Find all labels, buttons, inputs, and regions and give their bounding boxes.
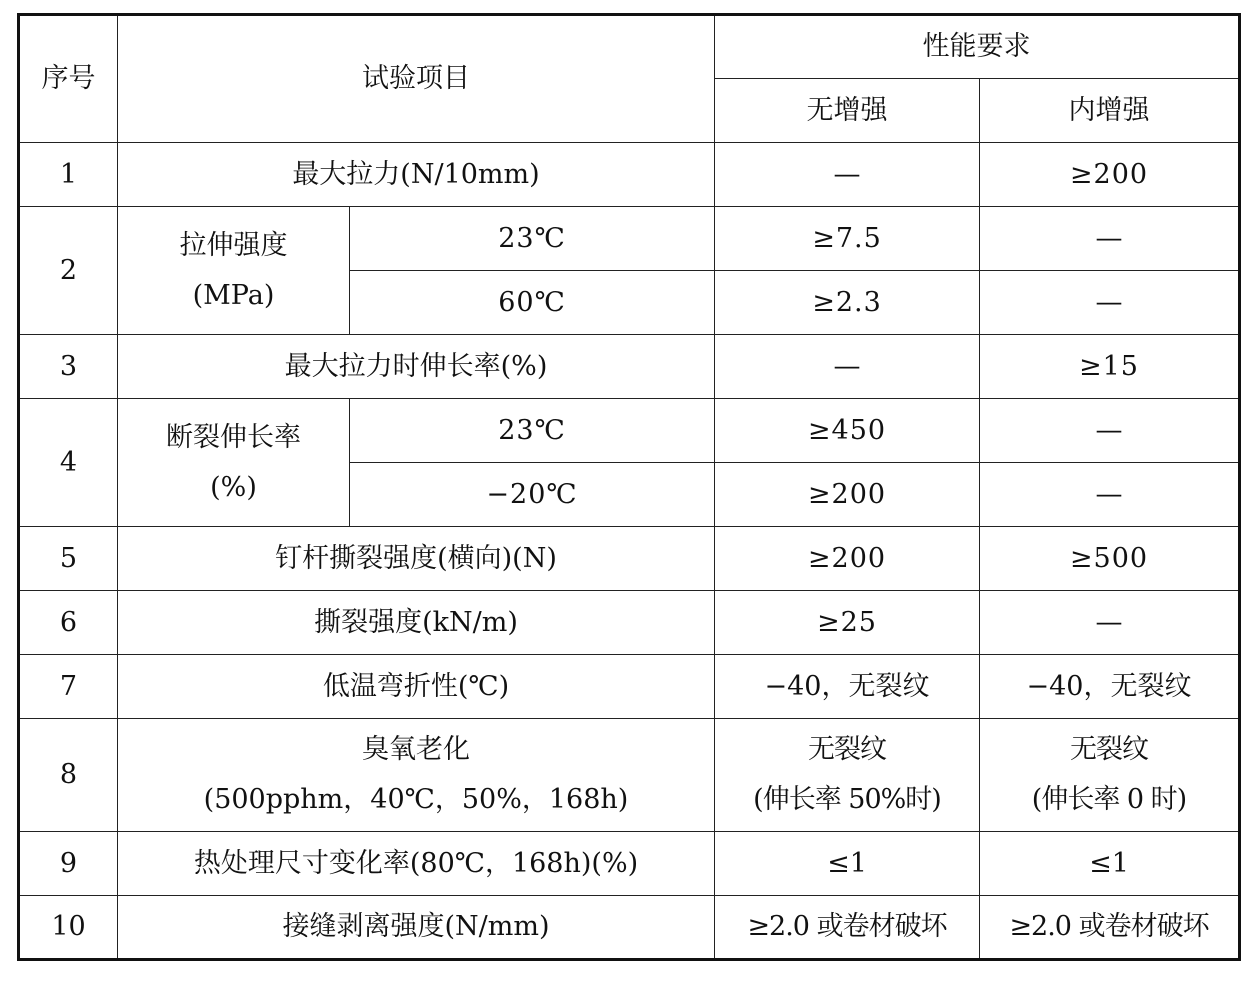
table-wrapper xyxy=(17,13,1241,961)
row-item xyxy=(118,399,350,527)
row-item xyxy=(118,207,350,335)
row-no: 3 xyxy=(19,335,118,399)
row-a: ≥200 xyxy=(715,527,980,591)
header-perf: 性能要求 xyxy=(715,15,1240,79)
row-b xyxy=(980,719,1240,832)
row-b: ≥2.0 或卷材破坏 xyxy=(980,896,1240,960)
row-no: 4 xyxy=(19,399,118,527)
row-item xyxy=(118,719,715,832)
row-item: 最大拉力(N/10mm) xyxy=(118,143,715,207)
row-no: 1 xyxy=(19,143,118,207)
row-item-line2: (500pphm，40℃，50%，168h) xyxy=(203,784,629,815)
row-item: 撕裂强度(kN/m) xyxy=(118,591,715,655)
row-no: 2 xyxy=(19,207,118,335)
row-b-line1: 无裂纹 xyxy=(1070,734,1148,765)
row-a-line2: (伸长率 50%时) xyxy=(753,784,941,815)
row-b: — xyxy=(980,207,1240,271)
row-item-line1: 臭氧老化 xyxy=(362,734,470,765)
row-item-line2: (%) xyxy=(210,471,257,503)
table-row xyxy=(19,527,1240,591)
row-no: 9 xyxy=(19,832,118,896)
row-b: — xyxy=(980,271,1240,335)
row-cond: 23℃ xyxy=(350,399,715,463)
row-a: ≤1 xyxy=(715,832,980,896)
table-row xyxy=(19,143,1240,207)
row-a: ≥200 xyxy=(715,463,980,527)
row-no: 8 xyxy=(19,719,118,832)
row-a: — xyxy=(715,143,980,207)
row-item-line2: (MPa) xyxy=(192,279,275,311)
header-col-b: 内增强 xyxy=(980,79,1240,143)
row-no: 6 xyxy=(19,591,118,655)
table-row xyxy=(19,207,1240,271)
row-item-line1: 拉伸强度 xyxy=(179,229,288,261)
row-item: 最大拉力时伸长率(%) xyxy=(118,335,715,399)
table-row xyxy=(19,832,1240,896)
row-b: ≥500 xyxy=(980,527,1240,591)
performance-table xyxy=(17,13,1241,961)
table-row xyxy=(19,719,1240,832)
row-item: 热处理尺寸变化率(80℃，168h)(%) xyxy=(118,832,715,896)
row-b: ≤1 xyxy=(980,832,1240,896)
row-cond: 23℃ xyxy=(350,207,715,271)
row-cond: 60℃ xyxy=(350,271,715,335)
table-row xyxy=(19,399,1240,463)
table-row xyxy=(19,896,1240,960)
row-a: ≥2.0 或卷材破坏 xyxy=(715,896,980,960)
row-b: — xyxy=(980,463,1240,527)
table-row xyxy=(19,655,1240,719)
row-item: 接缝剥离强度(N/mm) xyxy=(118,896,715,960)
row-item-line1: 断裂伸长率 xyxy=(166,421,301,453)
row-a: ≥2.3 xyxy=(715,271,980,335)
row-b: ≥15 xyxy=(980,335,1240,399)
header-col-a: 无增强 xyxy=(715,79,980,143)
row-a: −40，无裂纹 xyxy=(715,655,980,719)
row-b: — xyxy=(980,591,1240,655)
header-item: 试验项目 xyxy=(118,15,715,143)
row-no: 7 xyxy=(19,655,118,719)
row-a-line1: 无裂纹 xyxy=(808,734,886,765)
row-item: 低温弯折性(℃) xyxy=(118,655,715,719)
row-b: ≥200 xyxy=(980,143,1240,207)
row-no: 5 xyxy=(19,527,118,591)
row-a: ≥450 xyxy=(715,399,980,463)
row-cond: −20℃ xyxy=(350,463,715,527)
header-row xyxy=(19,15,1240,79)
row-a: ≥25 xyxy=(715,591,980,655)
table-row xyxy=(19,591,1240,655)
row-a: — xyxy=(715,335,980,399)
row-a xyxy=(715,719,980,832)
row-item: 钉杆撕裂强度(横向)(N) xyxy=(118,527,715,591)
row-a: ≥7.5 xyxy=(715,207,980,271)
row-b: — xyxy=(980,399,1240,463)
row-b-line2: (伸长率 0 时) xyxy=(1031,784,1187,815)
row-b: −40，无裂纹 xyxy=(980,655,1240,719)
table-row xyxy=(19,335,1240,399)
row-no: 10 xyxy=(19,896,118,960)
header-no: 序号 xyxy=(19,15,118,143)
